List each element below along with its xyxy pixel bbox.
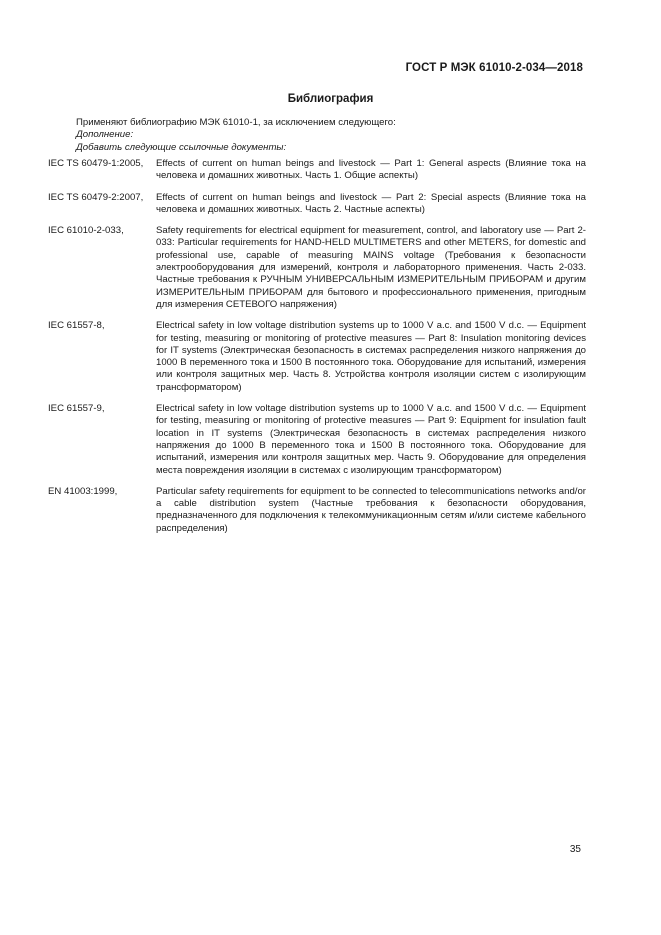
bibliography-code: IEC 61010-2-033,	[48, 225, 124, 237]
standard-code-header: ГОСТ Р МЭК 61010-2-034—2018	[405, 62, 583, 74]
bibliography-code: EN 41003:1999,	[48, 485, 118, 497]
intro-line-3: Добавить следующие ссылочные документы:	[76, 141, 287, 153]
bibliography-code: IEC TS 60479-2:2007,	[48, 191, 144, 203]
intro-block	[76, 117, 586, 154]
bibliography-text: Electrical safety in low voltage distribution systems up to 1000 V a.c. and 1500 V d.c. — Equipment for testing, measuring or monitoring of protective measures — Part 9: Equipment for insulation fault location in IT systems (Электрическая безопасность в системах распределения низкого напряжения до 1000 В переменного тока и 1500 В постоянного тока. Оборудование для испытаний, измерения или контроля защитных мер. Часть 9. Оборудование для определения места повреждения изоляции в системах с изолирующим трансформатором)	[156, 403, 586, 476]
bibliography-text: Effects of current on human beings and livestock — Part 2: Special aspects (Влияние тока на человека и домашних животных. Часть 2. Частные аспекты)	[156, 191, 586, 215]
bibliography-entry	[48, 486, 586, 535]
bibliography-text: Effects of current on human beings and livestock — Part 1: General aspects (Влияние тока на человека и домашних животных. Часть 1. Общие аспекты)	[156, 158, 586, 182]
bibliography-entry	[48, 225, 586, 311]
page-number: 35	[569, 844, 581, 855]
section-title: Библиография	[287, 93, 374, 105]
bibliography-text: Electrical safety in low voltage distribution systems up to 1000 V a.c. and 1500 V d.c. — Equipment for testing, measuring or monitoring of protective measures — Part 8: Insulation monitoring devices for IT systems (Электрическая безопасность в системах распределения низкого напряжения до 1000 В переменного тока и 1500 В постоянного тока. Оборудование для испытаний, измерения или контроля защитных мер. Часть 8. Устройства контроля изоляции систем с изолирующим трансформатором)	[156, 320, 586, 393]
bibliography-list	[48, 158, 586, 544]
bibliography-text: Safety requirements for electrical equipment for measurement, control, and laboratory use — Part 2-033: Particular requirements for HAND-HELD MULTIMETERS and other METERS, for domestic and professional use, capable of measuring MAINS voltage (Требования к безопасности электрооборудования для измерений, контроля и лабораторного применения. Часть 2-033. Частные требования к РУЧНЫМ УНИВЕРСАЛЬНЫМ ИЗМЕРИТЕЛЬНЫМ ПРИБОРАМ и другим ИЗМЕРИТЕЛЬНЫМ ПРИБОРАМ для бытового и профессионального применения, пригодным для измерения СЕТЕВОГО напряжения)	[156, 225, 586, 310]
bibliography-entry	[48, 403, 586, 477]
bibliography-text: Particular safety requirements for equipment to be connected to telecommunications networks and/or a cable distribution system (Частные требования к безопасности оборудования, предназначенного для подключения к телекоммуникационным сетям и/или системе кабельного распределения)	[156, 485, 586, 534]
bibliography-code: IEC 61557-8,	[48, 320, 105, 332]
bibliography-code: IEC TS 60479-1:2005,	[48, 158, 144, 169]
intro-line-2: Дополнение:	[76, 129, 134, 141]
bibliography-entry	[48, 320, 586, 394]
bibliography-entry	[48, 192, 586, 217]
intro-line-1: Применяют библиографию МЭК 61010-1, за исключением следующего:	[76, 117, 396, 128]
bibliography-entry	[48, 158, 586, 183]
bibliography-code: IEC 61557-9,	[48, 403, 105, 415]
